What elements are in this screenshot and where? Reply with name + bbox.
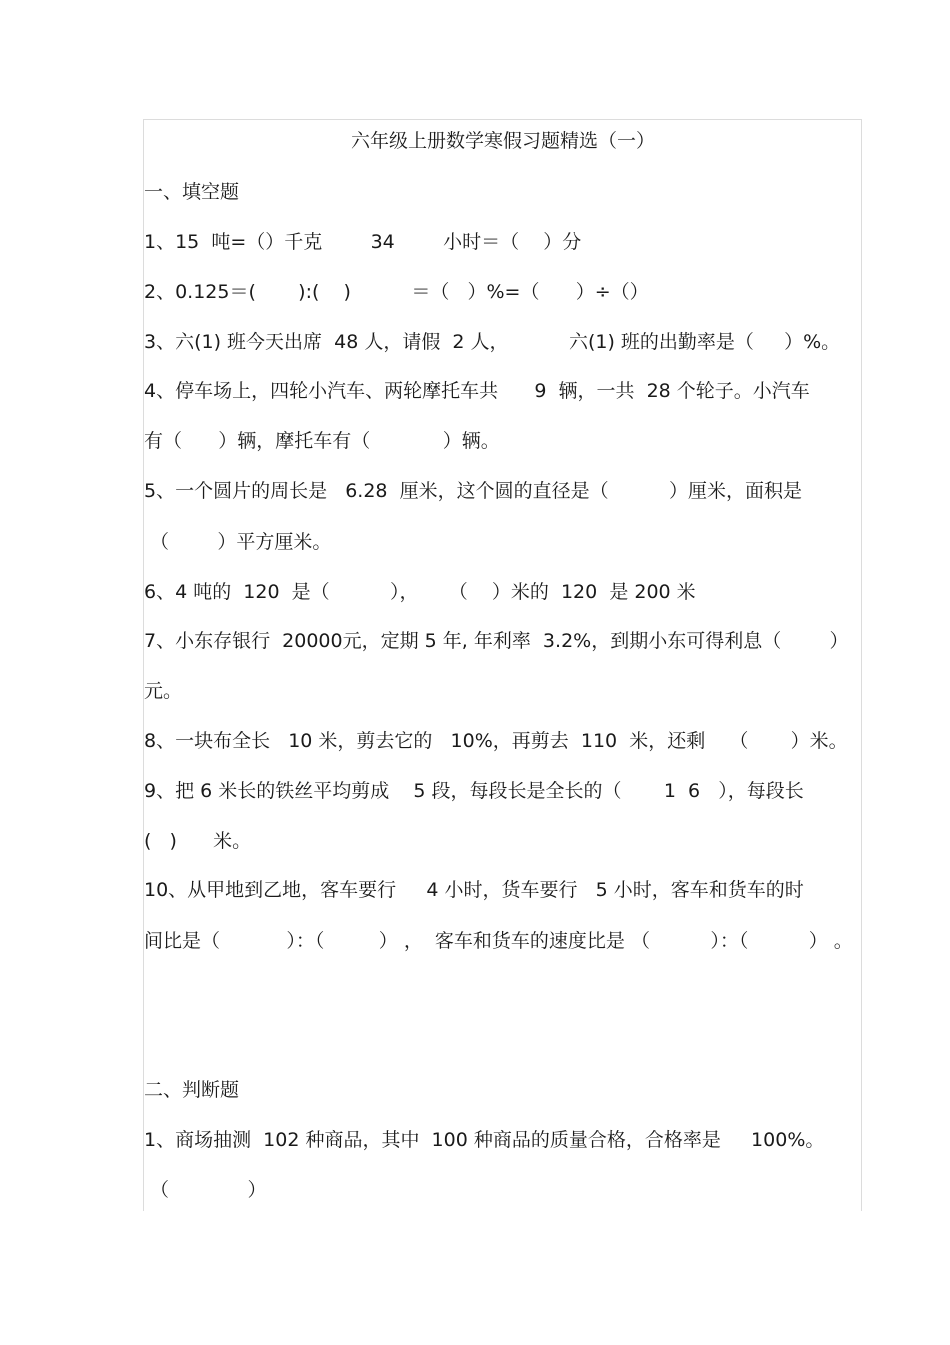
question-8: 8、一块布全长 10 米，剪去它的 10%，再剪去 110 米，还剩 （ ）米。 (144, 730, 848, 752)
question-10-line-2: 间比是（ ）：（ ） ， 客车和货车的速度比是 （ ）：（ ） 。 (144, 930, 853, 952)
question-4-line-1: 4、停车场上，四轮小汽车、两轮摩托车共 9 辆，一共 28 个轮子。小汽车 (144, 380, 810, 402)
question-9-line-2: ( ) 米。 (144, 830, 252, 852)
question-9-line-1: 9、把 6 米长的铁丝平均剪成 5 段，每段长是全长的（ 1 6 ），每段长 (144, 780, 804, 802)
question-7-line-2: 元。 (144, 680, 183, 702)
question-5-line-1: 5、一个圆片的周长是 6.28 厘米，这个圆的直径是（ ）厘米，面积是 (144, 480, 802, 502)
judgement-1-line-2: （ ） (144, 1179, 267, 1201)
section-heading-fill-in: 一、填空题 (144, 181, 240, 203)
question-3: 3、六(1) 班今天出席 48 人，请假 2 人， 六(1) 班的出勤率是（ ）%。 (144, 331, 841, 353)
question-1: 1、15 吨=（）千克 34 小时＝（ ）分 (144, 231, 582, 253)
judgement-1-line-1: 1、商场抽测 102 种商品，其中 100 种商品的质量合格，合格率是 100%。 (144, 1129, 825, 1151)
question-10-line-1: 10、从甲地到乙地，客车要行 4 小时，货车要行 5 小时，客车和货车的时 (144, 879, 804, 901)
question-4-line-2: 有（ ）辆，摩托车有（ ）辆。 (144, 430, 500, 452)
question-2: 2、0.125＝( ):( ) ＝（ ）%=（ ）÷（） (144, 281, 649, 303)
document-title: 六年级上册数学寒假习题精选（一） (350, 130, 655, 152)
question-5-line-2: （ ）平方厘米。 (144, 531, 332, 553)
question-7-line-1: 7、小东存银行 20000元，定期 5 年, 年利率 3.2%，到期小东可得利息（ ） (144, 630, 849, 652)
section-heading-true-false: 二、判断题 (144, 1079, 240, 1101)
question-6: 6、4 吨的 120 是（ ）， （ ）米的 120 是 200 米 (144, 581, 696, 603)
